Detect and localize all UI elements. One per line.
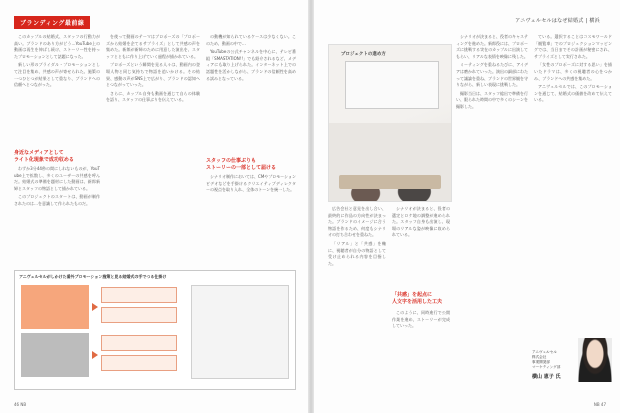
section-tag: ブランディング最前線 <box>14 16 90 29</box>
profile-name: 横山 恵子 氏 <box>532 374 561 380</box>
meeting-photo <box>328 44 452 202</box>
body-column-1b: わずか3分44秒の間にしれないものが、YouTube上で拡散し、多くのユーザーの共感を呼んだ。結婚式の準備を題材にした動画は、新郎新婦とスタッフの物語として描かれている。 このプロジェクトのスタートは、動画が制作されたのは…を意識して作られたものだ。 <box>14 166 100 206</box>
right-page <box>314 0 620 413</box>
body-column-6: シナリオが決まると、役者のキャスティングを進めた。新郎役には、プロポーズに挑戦する実在のカップルに出演してもらい、リアルな表情を映像に残した。 ミーティングを重ねるたびに、アイデアは磨かれていった。演出の細部にわたって議論を重ね、ブランドの世界観を守りながら、新しい表現に挑戦した。 撮影当日は、スタッフ総出で準備を行い、限られた時間の中で多くのシーンを撮影した。 <box>456 34 528 109</box>
diagram-left-block-2 <box>21 333 89 377</box>
body-column-5b: このように、同時進行で公開作業を進め、ストーリーが完成していった。 <box>392 310 450 329</box>
body-column-3b: シナリオ制作においては、CMやプロモーションビデオなどを手掛けるクリエイティブディレクターの視点を取り入れ、全体のトーンを統一した。 <box>206 174 296 193</box>
diagram-right-panel <box>191 285 289 379</box>
diagram-left-block-1 <box>21 285 89 329</box>
diagram-mid-box <box>101 355 177 371</box>
running-header: アニヴェルセルはなぜ結婚式 | 横浜 <box>515 18 600 24</box>
meeting-table <box>339 175 441 189</box>
profile-caption: アニヴェルセル 株式会社 事業開発部 マーケティング部 <box>532 350 561 369</box>
diagram-mid-box <box>101 335 177 351</box>
portrait-photo <box>578 338 612 382</box>
diagram-mid-box <box>101 307 177 323</box>
presentation-screen <box>345 61 439 109</box>
folio-right: NB 47 <box>593 402 606 407</box>
body-column-4: 広告会社と意見を出し合い、最終的に作品の方向性が決まった。ブランドのイメージに合う物語を作るため、何度もシナリオの打ち合わせを重ねた。 「リアル」と「共感」を軸に、視聴者が自分の物語として受け止められる内容を目指した。 <box>328 206 386 266</box>
folio-left: 46 NB <box>14 402 27 407</box>
left-page <box>0 0 308 413</box>
body-column-3: の動機が知られているケースは少なくない。このため、動画の中で… YouTubeの公式チャンネルを中心に、テレビ番組「SMASTATION!!」でも紹介されるなど、メディアにも取り上げられた。インターネット上での話題性を活かしながら、ブランドの信頼性を高める試みとなっている。 <box>206 34 296 81</box>
body-column-5: シナリオが決まると、役者の選定とロケ地の調整が進められた。スタッフ自身も出演し、現場のリアルな姿が映像に収められている。 <box>392 206 450 238</box>
red-heading: 「共感」を起点に 人文字を活用した工夫 <box>392 292 443 305</box>
diagram-arrow-icon <box>92 303 98 311</box>
diagram <box>14 270 296 390</box>
body-column-2: を使って動画のテーマはブロポーズの「プロポーズから結婚を企てるサプライズ」として共感の声を集めた。新郎が新婦のために用意した演出を、スタッフとともに作り上げていく過程が描かれている。 プロポーズという瞬間を見る人々は、動画内の登場人物と同じ気持ちで物語を追いかける。その結果、感動の声がSNS上で広がり、ブランドの認知へとつながっていった。 さらに、カップル自身も動画を通じて自らの体験を語り、スタッフの仕事ぶりを伝えている。 <box>106 34 200 103</box>
photo-label: プロジェクトの進め方 <box>341 52 386 57</box>
body-column-7: ている。選択することはコスモワールド「観覧車」でのプロジェクションマッピングでは、当日までその計画が秘密にされ、サプライズとして実行された。 「女性のプロポーズに対する思い」を描いたドラマは、多くの視聴者の心をつかみ、ブランドへの共感を集めた。 アニヴェルセルでは、このプロモーションを通じて、結婚式の価値を改めて伝えている。 <box>534 34 612 103</box>
subhead-2: スタッフの仕事ぶりも ストーリーの一部として届ける <box>206 158 277 171</box>
diagram-mid-box <box>101 287 177 303</box>
diagram-arrow-icon <box>92 351 98 359</box>
subhead-1: 身近なメディアとして ライト化現象で成功収める <box>14 150 74 163</box>
profile-box <box>532 338 612 394</box>
people-silhouettes <box>329 123 451 201</box>
diagram-title: アニヴェルセルがしかけた番外プロモーション施策と見る結婚式の手でつる仕掛け <box>19 274 167 279</box>
body-column-1: このカップルの結婚式、スタッフの行動力が高い。ブランドのあり方がどう…YouTube上の動画は再生を伸ばし続け、ストーリー性を持ったプロモーションとして話題になった。 新しい形のブライダル・プロモーションとして注目を集め、共感の声が寄せられた。施策の一つひとつが結果として重なり、ブランドへの信頼へとつながった。 <box>14 34 100 88</box>
